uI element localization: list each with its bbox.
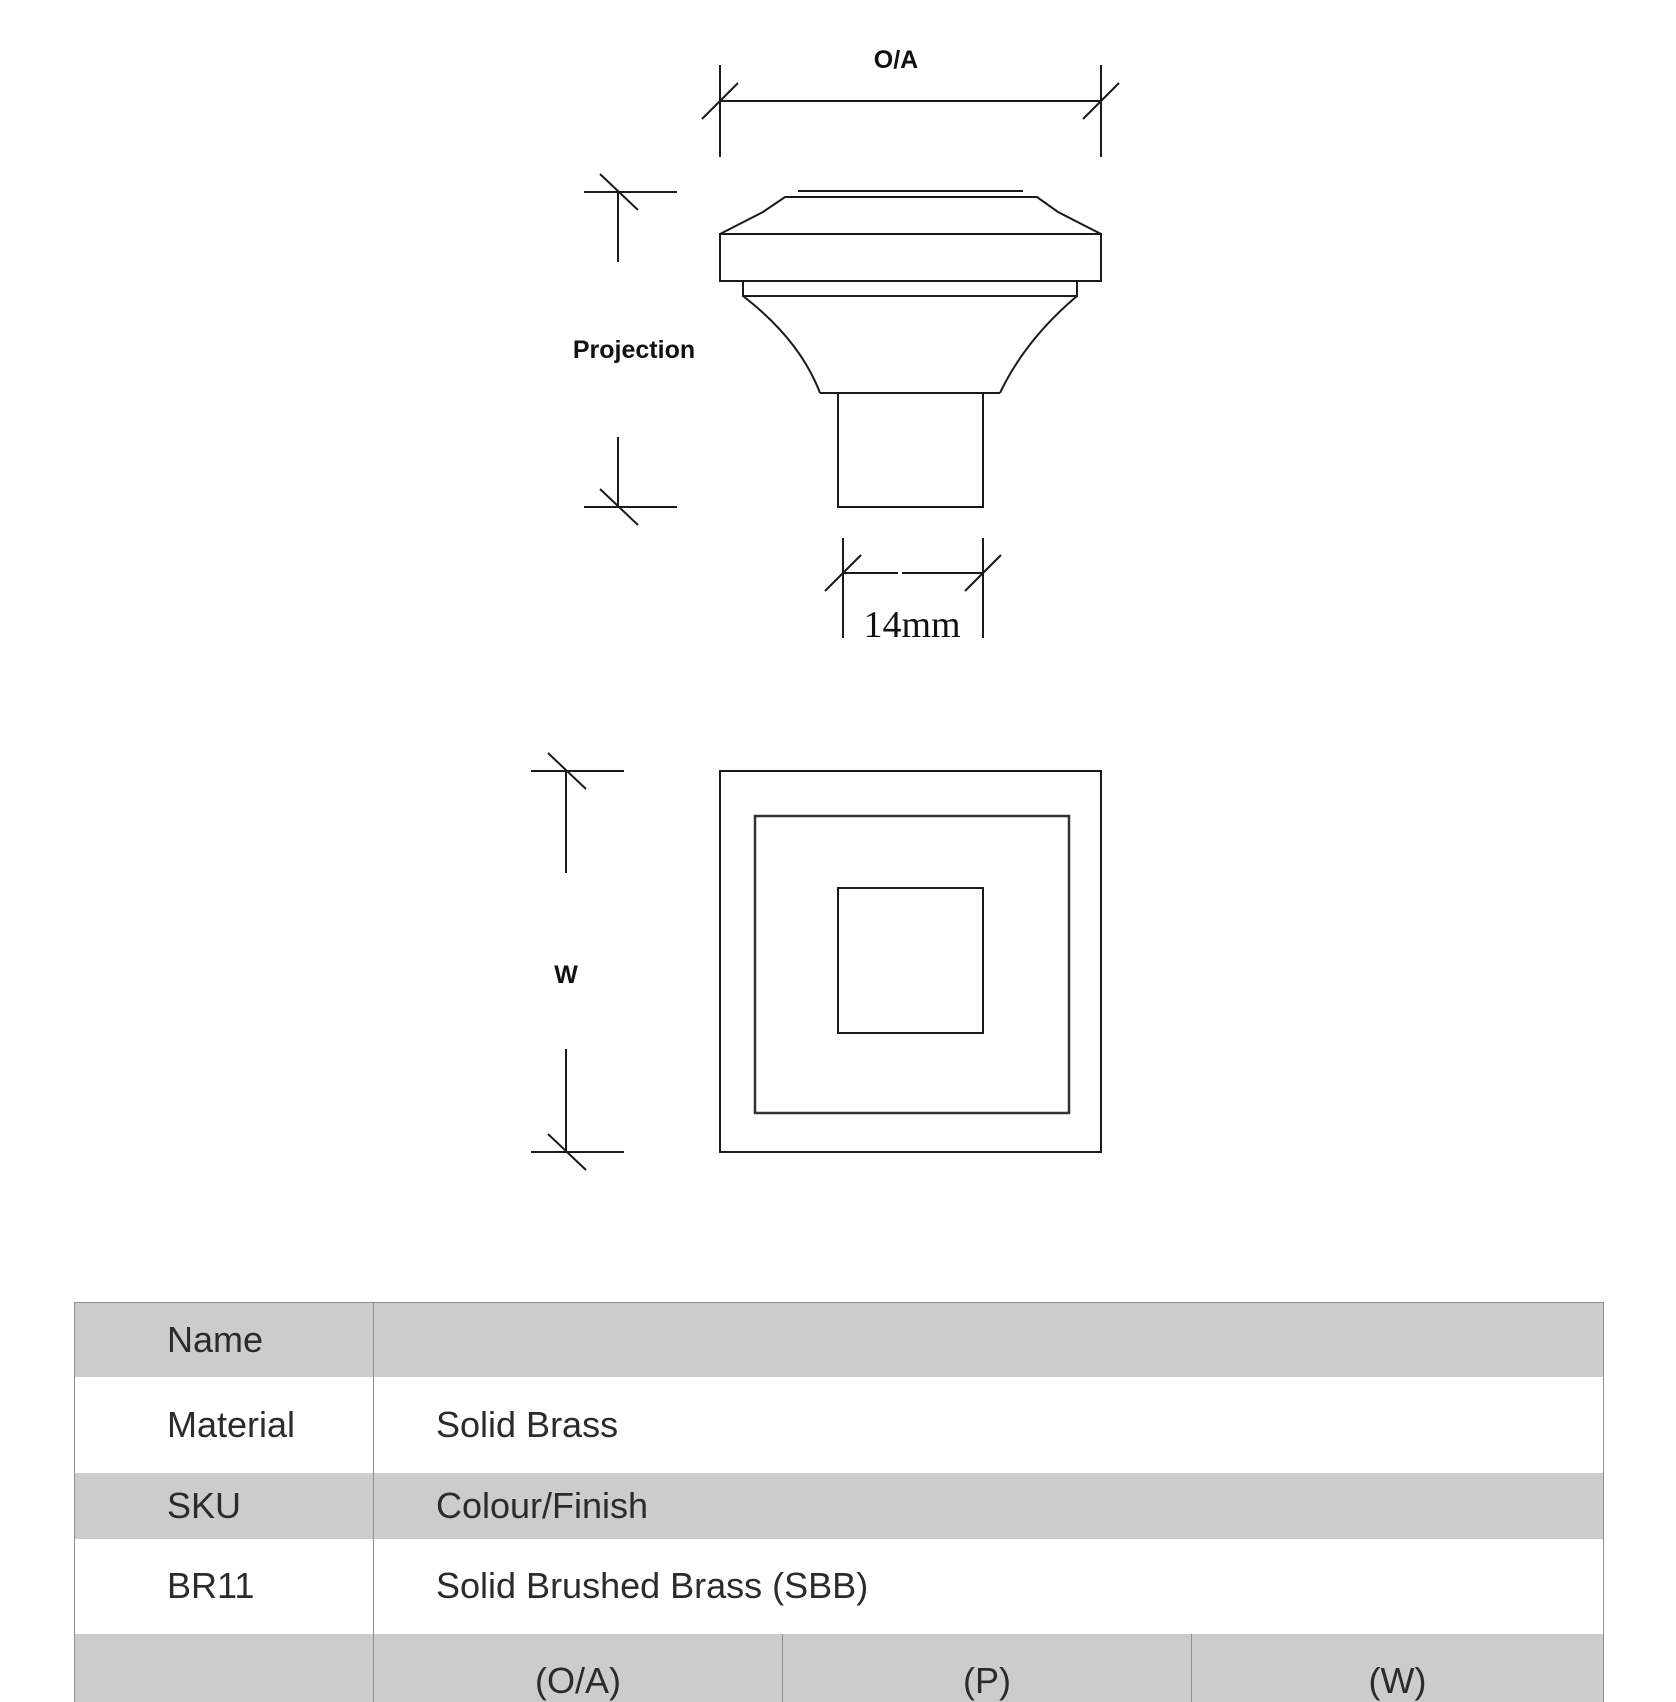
dim-header-w: (W)	[1192, 1634, 1604, 1702]
dim-header-blank	[75, 1634, 374, 1702]
projection-dimension	[573, 174, 695, 525]
dim-header-oa: (O/A)	[374, 1634, 783, 1702]
row-value: Colour/Finish	[374, 1473, 1604, 1539]
row-value: Solid Brushed Brass (SBB)	[374, 1539, 1604, 1634]
row-label: Name	[75, 1303, 374, 1377]
table-row-sku	[75, 1539, 1604, 1634]
table-row-material	[75, 1377, 1604, 1473]
knob-top-view	[720, 771, 1101, 1152]
width-label: W	[554, 961, 578, 989]
projection-label: Projection	[572, 336, 696, 364]
table-row-name	[75, 1303, 1604, 1377]
overall-dimension	[702, 46, 1119, 157]
row-value: Solid Brass	[374, 1377, 1604, 1473]
knob-side-profile	[720, 191, 1101, 507]
overall-label: O/A	[873, 46, 919, 74]
row-label: BR11	[75, 1539, 374, 1634]
base-width-label: 14mm	[863, 604, 961, 646]
table-row-sku-header	[75, 1473, 1604, 1539]
dim-header-p: (P)	[783, 1634, 1192, 1702]
table-row-dimensions	[75, 1634, 1604, 1702]
spec-table	[74, 1302, 1604, 1702]
width-dimension	[531, 753, 624, 1170]
base-width-dimension	[825, 538, 1001, 646]
row-label: Material	[75, 1377, 374, 1473]
row-value	[374, 1303, 1604, 1377]
row-label: SKU	[75, 1473, 374, 1539]
